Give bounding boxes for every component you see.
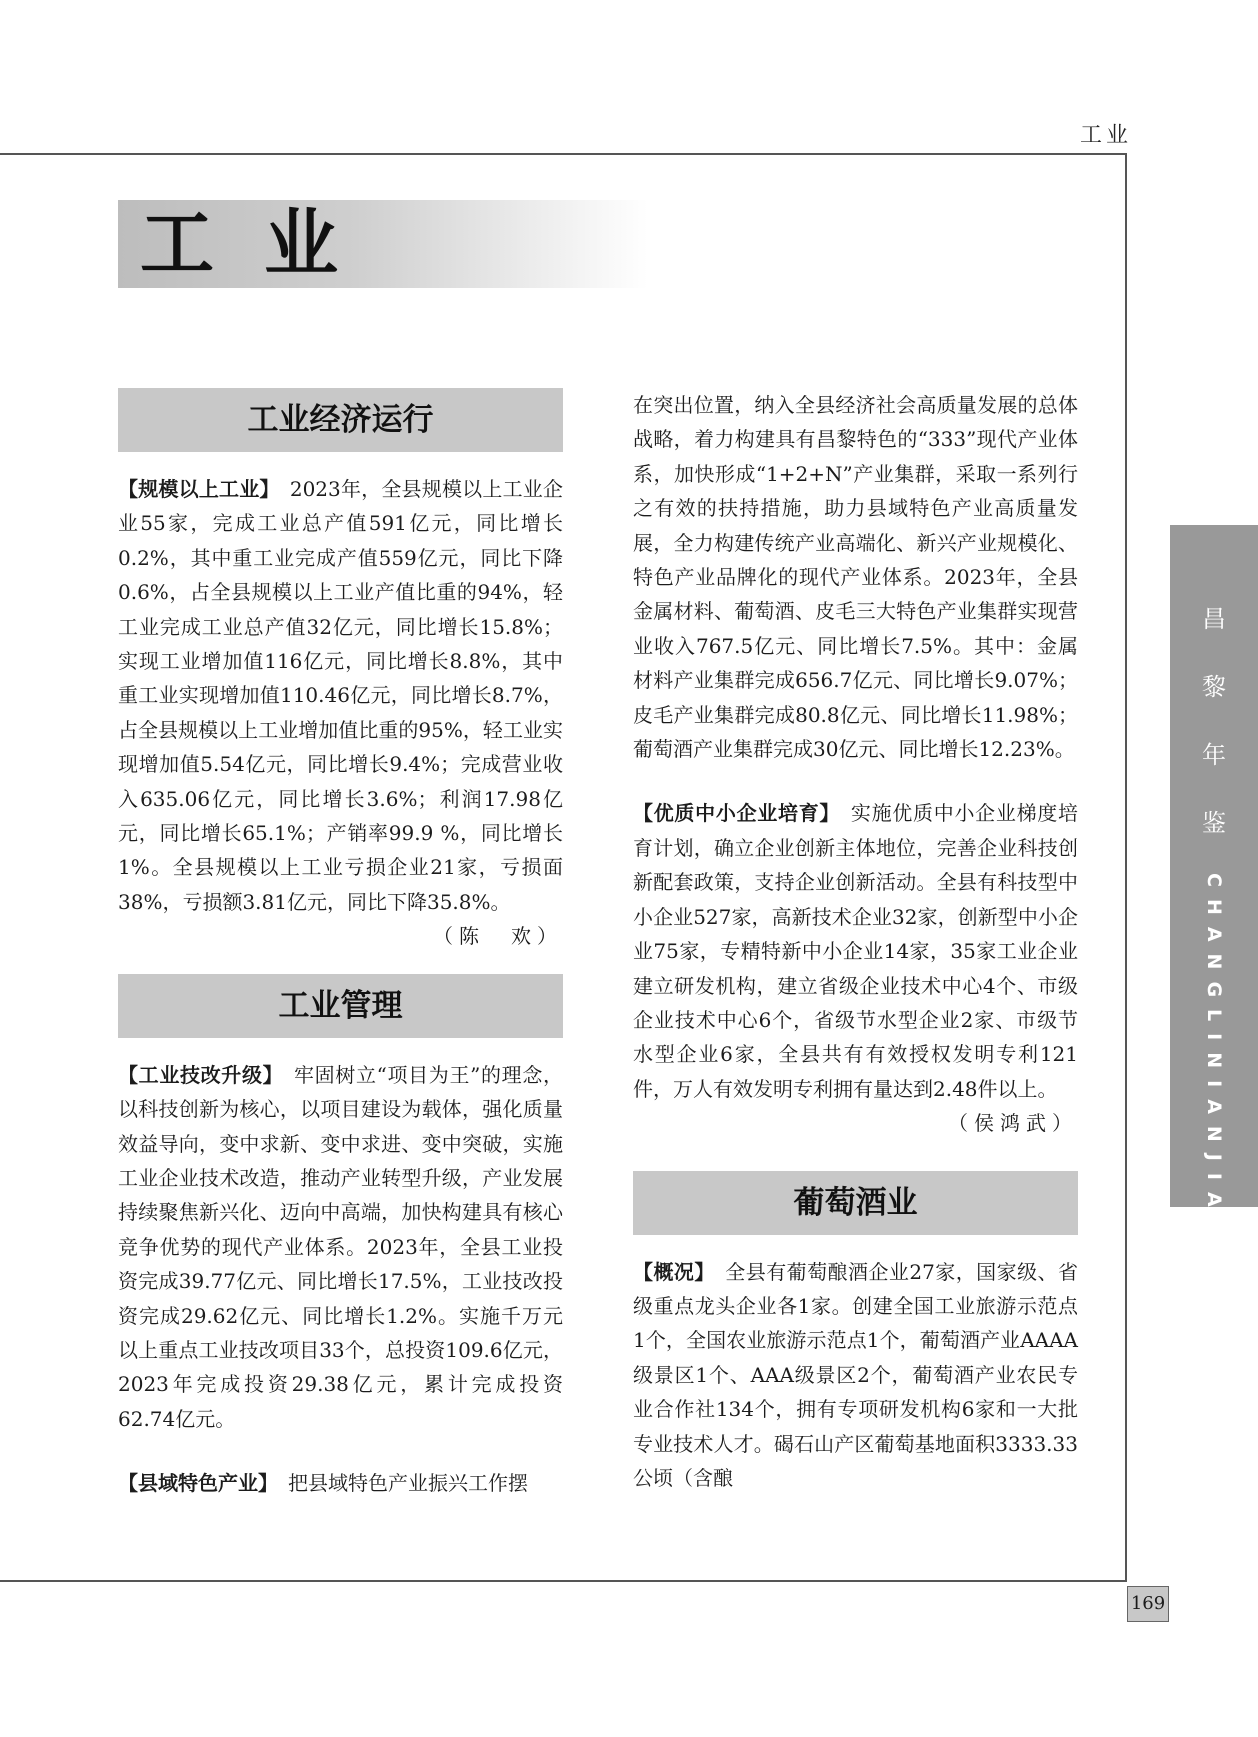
paragraph-text: 2023年，全县规模以上工业企业55家，完成工业总产值591亿元，同比增长0.2%，其中重工业完成产值559亿元，同比下降0.6%，占全县规模以上工业产值比重的94%，轻工业完成工业总产值32亿元，同比增长15.8%；实现工业增加值116亿元，同比增长8.8%，其中重工业实现增加值110.46亿元，同比增长8.7%，占全县规模以上工业增加值比重的95%，轻工业实现增加值5.54亿元，同比增长9.4%；完成营业收入635.06亿元，同比增长3.6%；利润17.98亿元，同比增长65.1%；产销率99.9 %，同比增长1%。全县规模以上工业亏损企业21家，亏损面38%，亏损额3.81亿元，同比下降35.8%。	[118, 477, 563, 914]
paragraph-lead: 【优质中小企业培育】	[633, 801, 831, 826]
author-credit: （陈 欢）	[433, 924, 563, 949]
side-tab-en: CHANGLINIANJIAN	[1203, 873, 1225, 1247]
section-title-economic-operation: 工业经济运行	[118, 388, 563, 452]
paragraph-tech-upgrade	[118, 1058, 563, 1436]
running-head: 工业	[1080, 123, 1133, 148]
page-number: 169	[1127, 1586, 1169, 1622]
side-tab-char: 鉴	[1202, 809, 1226, 837]
paragraph-text: 全县有葡萄酿酒企业27家，国家级、省级重点龙头企业各1家。创建全国工业旅游示范点1个，全国农业旅游示范点1个，葡萄酒产业AAAA级景区1个、AAA级景区2个，葡萄酒产业农民专业合作社134个，拥有专项研发机构6家和一大批专业技术人才。碣石山产区葡萄基地面积3333.33公顷（含酿	[633, 1259, 1079, 1490]
paragraph-lead: 【概况】	[633, 1259, 705, 1284]
side-tab-char: 黎	[1202, 673, 1226, 701]
side-tab-char: 昌	[1202, 605, 1226, 633]
frame-bottom-rule	[0, 1580, 1127, 1582]
paragraph-lead: 【规模以上工业】	[118, 477, 270, 501]
paragraph-text: 牢固树立“项目为王”的理念，以科技创新为核心，以项目建设为载体，强化质量效益导向，变中求新、变中求进、变中突破，实施工业企业技术改造，推动产业转型升级，产业发展持续聚焦新兴化、迈向中高端，加快构建具有核心竞争优势的现代产业体系。2023年，全县工业投资完成39.77亿元、同比增长17.5%，工业技改投资完成29.62亿元、同比增长1.2%。实施千万元以上重点工业技改项目33个，总投资109.6亿元，2023年完成投资29.38亿元，累计完成投资62.74亿元。	[118, 1062, 564, 1431]
paragraph-sme-cultivation	[633, 796, 1078, 1106]
paragraph-text: 实施优质中小企业梯度培育计划，确立企业创新主体地位，完善企业科技创新配套政策，支持企业创新活动。全县有科技型中小企业527家，高新技术企业32家，创新型中小企业75家，专精特新中小企业14家，35家工业企业建立研发机构，建立省级企业技术中心4个、市级企业技术中心6个，省级节水型企业2家、市级节水型企业6家，全县共有有效授权发明专利121件，万人有效发明专利拥有量达到2.48件以上。	[633, 801, 1079, 1101]
left-column	[118, 388, 563, 1501]
paragraph-wine-overview	[633, 1255, 1078, 1496]
paragraph-lead: 【县域特色产业】	[118, 1471, 268, 1496]
paragraph-lead: 【工业技改升级】	[118, 1062, 274, 1087]
paragraph-above-scale-industry	[118, 472, 563, 919]
author-credit: （侯鸿武）	[948, 1111, 1078, 1136]
side-tab	[1170, 525, 1258, 1247]
frame-right-rule	[1125, 153, 1127, 1582]
paragraph-text: 把县域特色产业振兴工作摆	[268, 1471, 528, 1496]
section-title-industry-management: 工业管理	[118, 974, 563, 1038]
side-tab-char: 年	[1202, 741, 1226, 769]
section-title-wine-industry: 葡萄酒业	[633, 1171, 1078, 1235]
side-tab-cn	[1170, 585, 1258, 857]
paragraph-county-industry	[118, 1466, 563, 1500]
chapter-title: 工业	[140, 201, 388, 287]
frame-top-rule	[0, 153, 1127, 155]
paragraph-county-industry-continued: 在突出位置，纳入全县经济社会高质量发展的总体战略，着力构建具有昌黎特色的“333”现代产业体系，加快形成“1+2+N”产业集群，采取一系列行之有效的扶持措施，助力县域特色产业高质量发展，全力构建传统产业高端化、新兴产业规模化、特色产业品牌化的现代产业体系。2023年，全县金属材料、葡萄酒、皮毛三大特色产业集群实现营业收入767.5亿元、同比增长7.5%。其中：金属材料产业集群完成656.7亿元、同比增长9.07%；皮毛产业集群完成80.8亿元、同比增长11.98%；葡萄酒产业集群完成30亿元、同比增长12.23%。	[633, 393, 1078, 762]
right-column	[633, 388, 1078, 1495]
